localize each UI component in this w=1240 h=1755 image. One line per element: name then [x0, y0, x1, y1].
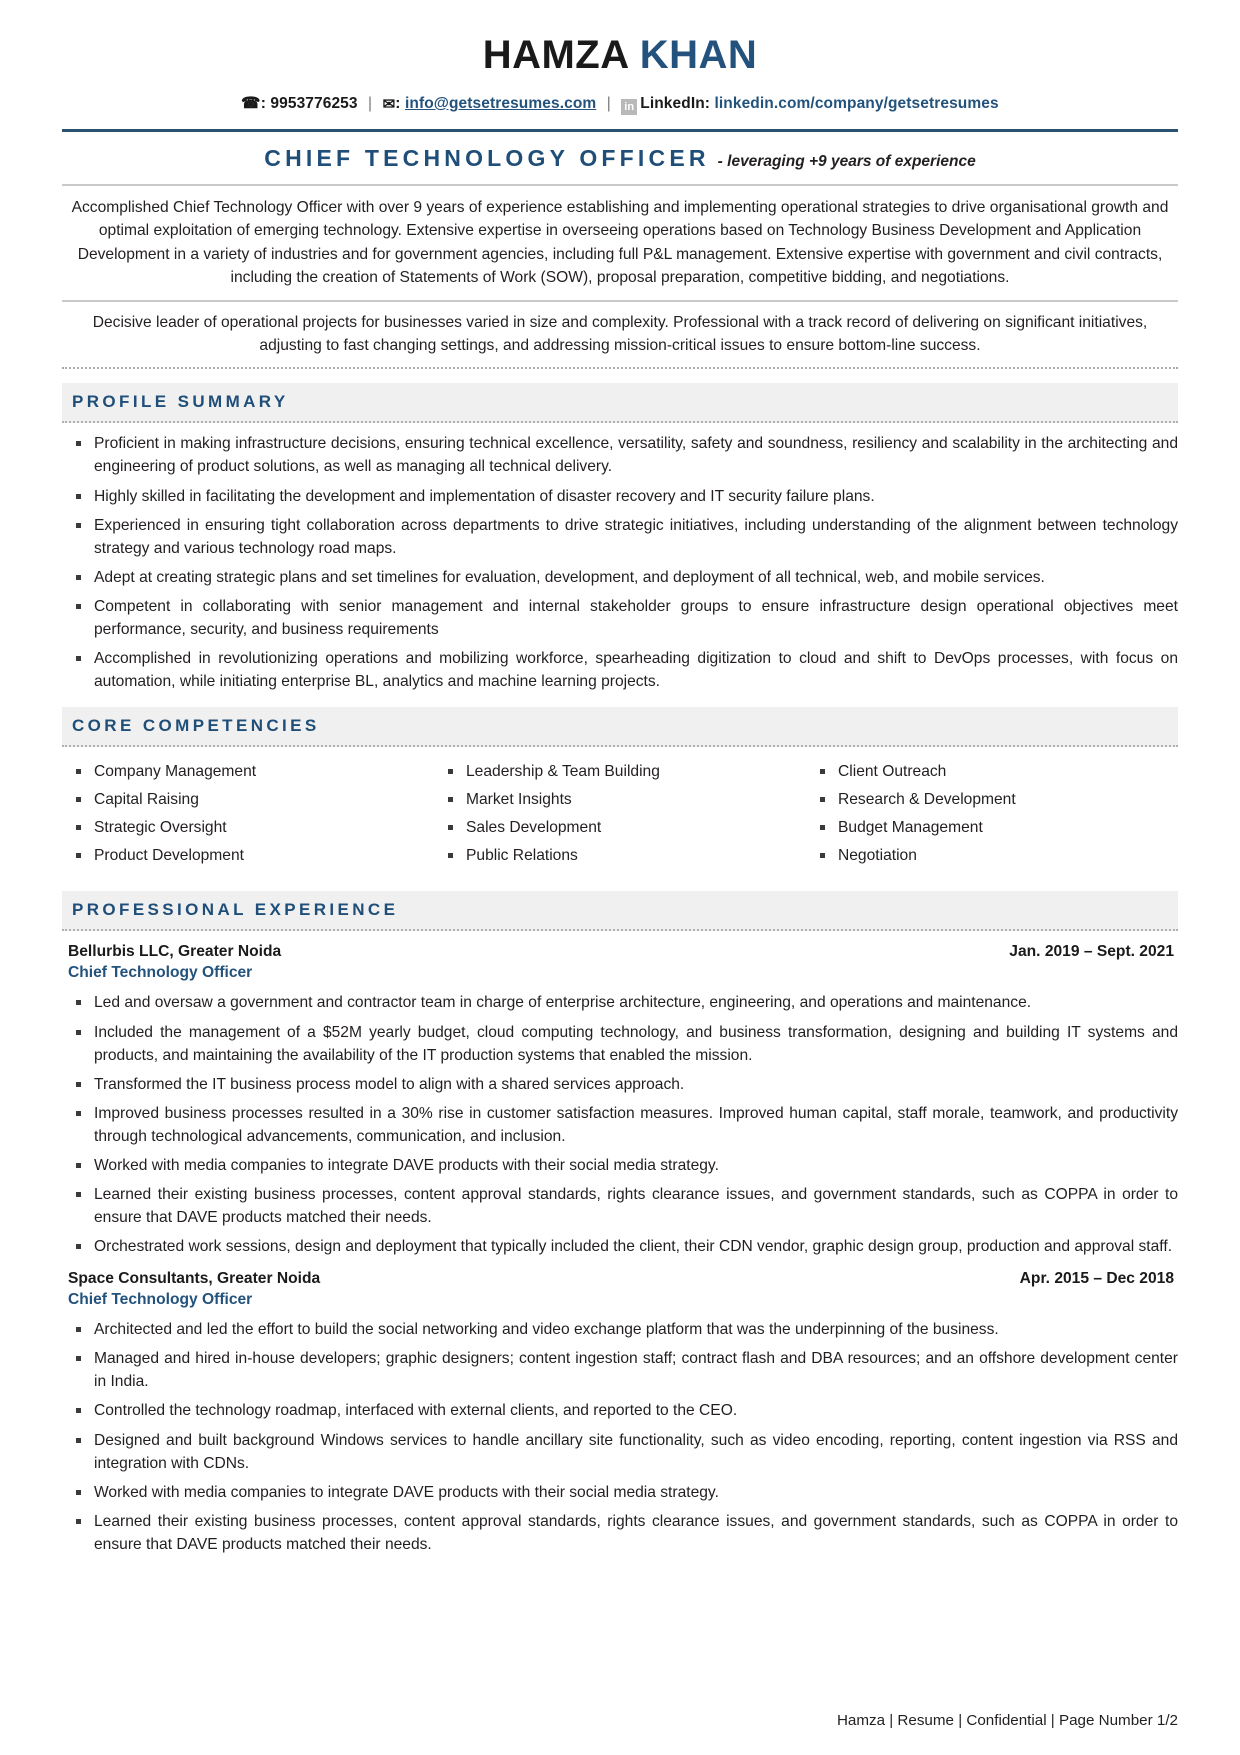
- list-item: Improved business processes resulted in a 30% rise in customer satisfaction measures. Improved human capital, staff morale, teamwork, and productivity through technological advancements, communication, and inclusion.: [62, 1102, 1178, 1148]
- role-tagline: - leveraging +9 years of experience: [717, 153, 976, 170]
- list-item: Designed and built background Windows services to handle ancillary site functionality, such as video encoding, reporting, content ingestion via RSS and integration with CDNs.: [62, 1429, 1178, 1475]
- list-item: Adept at creating strategic plans and set timelines for evaluation, development, and deployment of all technical, web, and mobile services.: [62, 566, 1178, 589]
- job-dates: Jan. 2019 – Sept. 2021: [1009, 943, 1174, 961]
- job-title: Chief Technology Officer: [68, 964, 253, 982]
- phone-number[interactable]: 9953776253: [270, 95, 358, 112]
- section-header-professional-experience: [62, 891, 1178, 931]
- list-item: Architected and led the effort to build the social networking and video exchange platform that was the underpinning of the business.: [62, 1318, 1178, 1341]
- email-link[interactable]: info@getsetresumes.com: [404, 95, 597, 112]
- competency-item: Research & Development: [806, 788, 1178, 811]
- email-label: :: [395, 95, 401, 112]
- competency-item: Market Insights: [434, 788, 806, 811]
- linkedin-icon: in: [621, 99, 637, 115]
- job-header-row: [62, 1270, 1178, 1288]
- summary-paragraph-2: Decisive leader of operational projects for businesses varied in size and complexity. Professional with a track record of delivering on significant initiatives, adjusting to fast changing settings, and addressing mission-critical issues to ensure bottom-line success.: [92, 313, 1148, 354]
- list-item: Controlled the technology roadmap, interfaced with external clients, and reported to the CEO.: [62, 1399, 1178, 1422]
- contact-line: [62, 94, 1178, 115]
- job-company: Bellurbis LLC, Greater Noida: [68, 943, 282, 961]
- job-dates: Apr. 2015 – Dec 2018: [1019, 1270, 1174, 1288]
- competency-item: Company Management: [62, 760, 434, 783]
- competency-item: Client Outreach: [806, 760, 1178, 783]
- job-entry: [62, 943, 1178, 1258]
- core-competencies-grid: [62, 747, 1178, 877]
- competency-item: Sales Development: [434, 816, 806, 839]
- list-item: Included the management of a $52M yearly budget, cloud computing technology, and business transformation, designing and building IT systems and products, and maintaining the availability of the IT production systems that enabled the mission.: [62, 1021, 1178, 1067]
- job-company: Space Consultants, Greater Noida: [68, 1270, 321, 1288]
- last-name: KHAN: [639, 33, 758, 77]
- list-item: Highly skilled in facilitating the development and implementation of disaster recovery and IT security failure plans.: [62, 485, 1178, 508]
- header-divider: [62, 129, 1178, 132]
- list-item: Competent in collaborating with senior management and internal stakeholder groups to ensure infrastructure design operational objectives meet performance, security, and business requirements: [62, 595, 1178, 641]
- list-item: Proficient in making infrastructure decisions, ensuring technical excellence, versatility, safety and soundness, resiliency and scalability in the architecting and engineering of product solutions, as well as managing all technical delivery.: [62, 432, 1178, 478]
- summary-paragraph-1: Accomplished Chief Technology Officer with over 9 years of experience establishing and implementing operational strategies to drive organisational growth and optimal exploitation of emerging technology. Extensive expertise in overseeing operations based on Technology Business Development and Application Development in a variety of industries and for government agencies, including full P&L management. Extensive expertise with government and civil contracts, including the creation of Statements of Work (SOW), proposal preparation, competitive bidding, and negotiations.: [71, 199, 1169, 287]
- list-item: Managed and hired in-house developers; graphic designers; content ingestion staff; contract flash and DBA resources; and an offshore development center in India.: [62, 1347, 1178, 1393]
- competency-item: Negotiation: [806, 844, 1178, 867]
- professional-experience-list: [62, 943, 1178, 1555]
- job-bullet-list: [62, 1318, 1178, 1556]
- list-item: Worked with media companies to integrate DAVE products with their social media strategy.: [62, 1481, 1178, 1504]
- profile-summary-list: [62, 432, 1178, 693]
- role-title: CHIEF TECHNOLOGY OFFICER: [264, 145, 710, 171]
- competency-item: Product Development: [62, 844, 434, 867]
- section-title: PROFILE SUMMARY: [72, 392, 289, 412]
- list-item: Led and oversaw a government and contractor team in charge of enterprise architecture, engineering, and operations and maintenance.: [62, 991, 1178, 1014]
- job-title: Chief Technology Officer: [68, 1291, 253, 1309]
- section-title: PROFESSIONAL EXPERIENCE: [72, 900, 399, 920]
- list-item: Learned their existing business processes, content approval standards, rights clearance issues, and government standards, such as COPPA in order to ensure that DAVE products matched their needs.: [62, 1510, 1178, 1556]
- list-item: Experienced in ensuring tight collaboration across departments to drive strategic initiatives, including understanding of the alignment between technology strategy and various technology road maps.: [62, 514, 1178, 560]
- contact-separator-1: |: [368, 95, 373, 112]
- section-header-core-competencies: [62, 707, 1178, 747]
- phone-icon: ☎: [241, 95, 261, 112]
- contact-separator-2: |: [606, 95, 611, 112]
- list-item: Orchestrated work sessions, design and deployment that typically included the client, their CDN vendor, graphic design group, production and approval staff.: [62, 1235, 1178, 1258]
- linkedin-link[interactable]: linkedin.com/company/getsetresumes: [714, 95, 999, 112]
- list-item: Transformed the IT business process model to align with a shared services approach.: [62, 1073, 1178, 1096]
- competency-item: Capital Raising: [62, 788, 434, 811]
- phone-label: :: [260, 95, 266, 112]
- list-item: Learned their existing business processes, content approval standards, rights clearance issues, and government standards, such as COPPA in order to ensure that DAVE products matched their needs.: [62, 1183, 1178, 1229]
- job-entry: [62, 1270, 1178, 1556]
- list-item: Accomplished in revolutionizing operations and mobilizing workforce, spearheading digitization to cloud and shift to DevOps processes, with focus on automation, while initiating enterprise BL, analytics and machine learning projects.: [62, 647, 1178, 693]
- summary-divider-bottom: [62, 367, 1178, 369]
- section-header-profile-summary: [62, 383, 1178, 423]
- competency-item: Public Relations: [434, 844, 806, 867]
- list-item: Worked with media companies to integrate DAVE products with their social media strategy.: [62, 1154, 1178, 1177]
- page-footer: Hamza | Resume | Confidential | Page Number 1/2: [836, 1712, 1178, 1729]
- linkedin-label: LinkedIn:: [640, 95, 711, 112]
- role-header: [62, 145, 1178, 172]
- candidate-name: [62, 32, 1178, 78]
- envelope-icon: ✉: [382, 96, 396, 113]
- first-name: HAMZA: [482, 33, 629, 77]
- job-bullet-list: [62, 991, 1178, 1258]
- competency-item: Strategic Oversight: [62, 816, 434, 839]
- job-header-row: [62, 943, 1178, 961]
- competency-item: Budget Management: [806, 816, 1178, 839]
- competency-item: Leadership & Team Building: [434, 760, 806, 783]
- section-title: CORE COMPETENCIES: [72, 716, 320, 736]
